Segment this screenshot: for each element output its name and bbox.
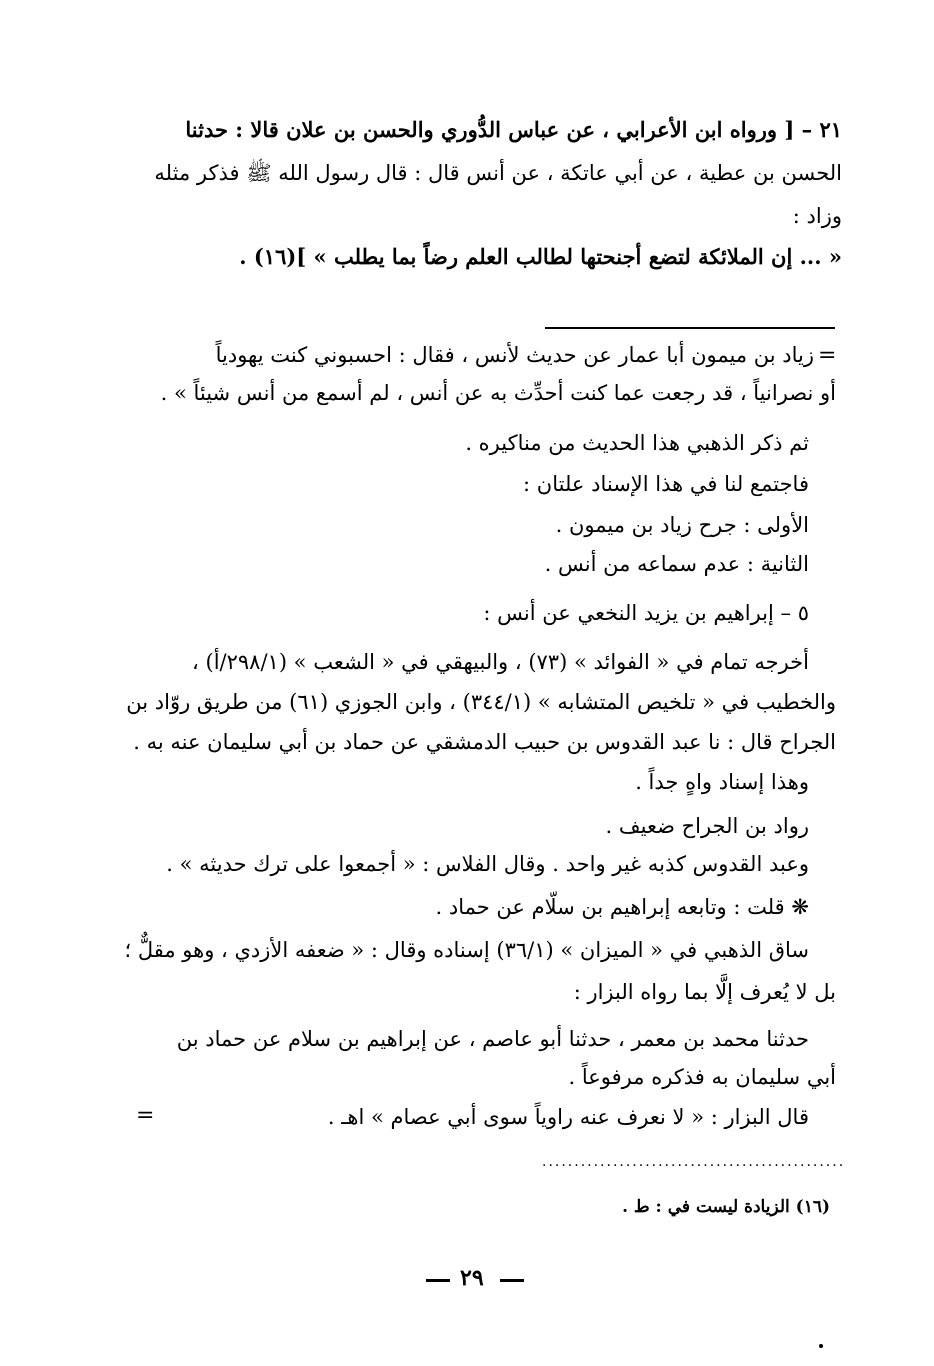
note-line-18: أبي سليمان به فذكره مرفوعاً .: [568, 1065, 836, 1089]
main-line-4-quote: « ... إن الملائكة لتضع أجنحتها لطالب العلم رضاً بما يطلب » ](١٦) .: [239, 244, 842, 269]
continuation-mark: =: [818, 343, 837, 368]
footnote-16: (١٦) الزيادة ليست في : ط .: [622, 1197, 830, 1217]
scan-speck: [819, 1344, 823, 1348]
page-number: ٢٩: [460, 1265, 484, 1291]
note-line-2: أو نصرانياً ، قد رجعت عما كنت أحدِّث به عن أنس ، لم أسمع من أنس شيئاً » .: [160, 381, 836, 405]
note-line-7-heading: ٥ – إبراهيم بن يزيد النخعي عن أنس :: [483, 601, 809, 625]
note-line-8: أخرجه تمام في « الفوائد » (٧٣) ، والبيهقي في « الشعب » (٢٩٨/١/أ) ،: [192, 650, 809, 674]
note-line-19: قال البزار : « لا نعرف عنه راوياً سوى أبي عصام » اهـ .: [327, 1105, 809, 1129]
main-line-2: الحسن بن عطية ، عن أبي عاتكة ، عن أنس قال : قال رسول الله ﷺ فذكر مثله: [154, 161, 842, 185]
main-line-3: وزاد :: [792, 204, 842, 228]
note-line-16: بل لا يُعرف إلَّا بما رواه البزار :: [573, 980, 836, 1004]
main-line-1: ٢١ – [ ورواه ابن الأعرابي ، عن عباس الدُّوري والحسن بن علان قالا : حدثنا: [185, 117, 842, 142]
note-line-13: وعبد القدوس كذبه غير واحد . وقال الفلاس : « أجمعوا على ترك حديثه » .: [166, 852, 809, 876]
note-line-5: الأولى : جرح زياد بن ميمون .: [555, 513, 809, 537]
note-line-1: زياد بن ميمون أبا عمار عن حديث لأنس ، فقال : احسبوني كنت يهودياً: [215, 343, 814, 367]
note-line-17: حدثنا محمد بن معمر ، حدثنا أبو عاصم ، عن إبراهيم بن سلام عن حماد بن: [176, 1027, 809, 1051]
note-line-11: وهذا إسناد واهٍ جداً .: [635, 770, 809, 794]
note-line-3: ثم ذكر الذهبي هذا الحديث من مناكيره .: [465, 431, 809, 455]
page-number-dash-right: [500, 1279, 524, 1282]
notes-separator: [545, 327, 835, 329]
note-line-9: والخطيب في « تلخيص المتشابه » (٣٤٤/١) ، وابن الجوزي (٦١) من طريق روّاد بن: [126, 690, 836, 714]
note-line-4: فاجتمع لنا في هذا الإسناد علتان :: [523, 472, 809, 496]
note-line-12: رواد بن الجراح ضعيف .: [605, 814, 809, 838]
page-number-dash-left: [426, 1279, 450, 1282]
note-line-6: الثانية : عدم سماعه من أنس .: [544, 552, 809, 576]
footnote-dotted-rule: ...............................................: [542, 1154, 846, 1170]
end-mark: =: [136, 1103, 155, 1128]
note-line-14: ❋ قلت : وتابعه إبراهيم بن سلّام عن حماد .: [435, 895, 809, 919]
note-line-15: ساق الذهبي في « الميزان » (٣٦/١) إسناده وقال : « ضعفه الأزدي ، وهو مقلٌّ ؛: [124, 938, 809, 962]
note-line-10: الجراح قال : نا عبد القدوس بن حبيب الدمشقي عن حماد بن أبي سليمان عنه به .: [133, 730, 836, 754]
